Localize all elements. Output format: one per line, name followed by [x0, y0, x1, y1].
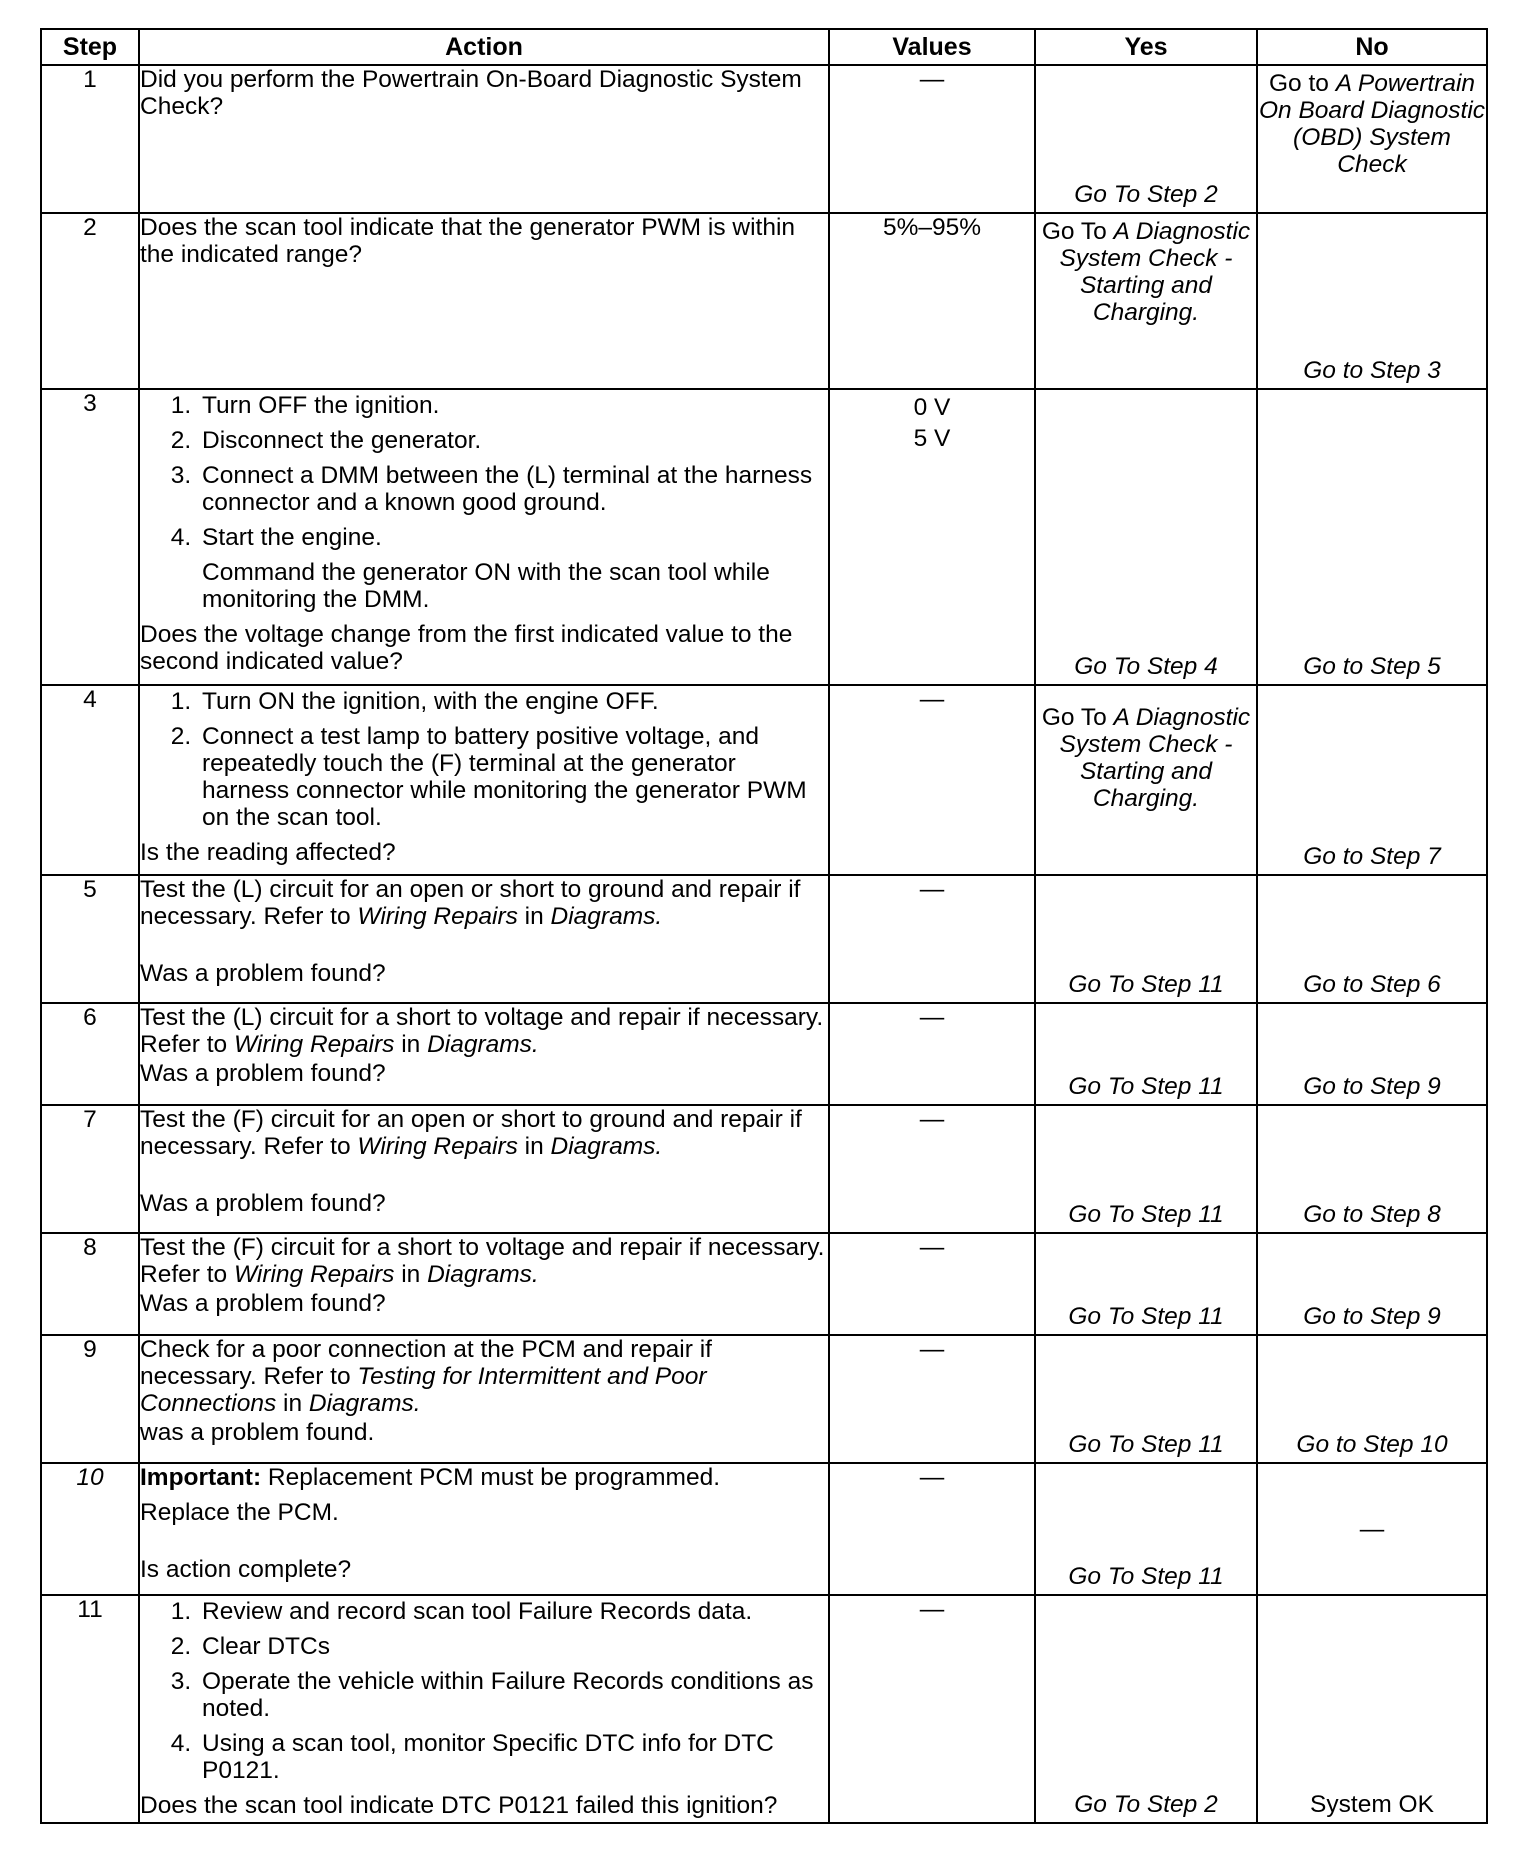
action-text: Test the (L) circuit for an open or short to ground and repair if necessary. Refer to Wiring Repairs in Diagrams.: [140, 876, 801, 930]
table-row: [41, 1463, 1487, 1595]
action-text: Check for a poor connection at the PCM and repair if necessary. Refer to Testing for Intermittent and Poor Connections in Diagrams.: [140, 1336, 712, 1417]
list-item: 1. Review and record scan tool Failure Records data.: [198, 1598, 828, 1625]
yes-link[interactable]: Go To Step 11: [1068, 1201, 1224, 1228]
yes-link[interactable]: Go To Step 2: [1074, 1791, 1218, 1818]
list-continuation: Command the generator ON with the scan tool while monitoring the DMM.: [202, 559, 770, 613]
yes-link[interactable]: Go To Step 11: [1068, 1431, 1224, 1458]
table-row: [41, 65, 1487, 213]
action-cell: [139, 1233, 829, 1335]
header-no: No: [1257, 29, 1487, 65]
list-item: 2. Clear DTCs: [198, 1633, 828, 1660]
value-cell: 5%–95%: [829, 213, 1035, 389]
important-label: Important:: [140, 1464, 262, 1491]
yes-cell: [1035, 1595, 1257, 1823]
yes-cell: [1035, 1463, 1257, 1595]
action-cell: [139, 389, 829, 685]
reference-link[interactable]: Diagrams.: [427, 1031, 539, 1058]
action-text: Test the (L) circuit for a short to voltage and repair if necessary. Refer to Wiring Repairs in Diagrams.: [140, 1004, 824, 1058]
yes-cell: [1035, 213, 1257, 389]
action-question: Does the voltage change from the first indicated value to the second indicated value?: [140, 621, 793, 675]
action-cell: [139, 65, 829, 213]
value-cell: [829, 389, 1035, 685]
table-row: [41, 1335, 1487, 1463]
yes-cell: [1035, 65, 1257, 213]
no-cell: [1257, 1233, 1487, 1335]
yes-cell: [1035, 1335, 1257, 1463]
action-question: Was a problem found?: [140, 1290, 386, 1317]
yes-cell: [1035, 1233, 1257, 1335]
important-note: Important: Replacement PCM must be programmed.: [140, 1464, 720, 1491]
value-cell: —: [829, 1105, 1035, 1233]
no-cell: [1257, 1105, 1487, 1233]
no-cell: [1257, 1335, 1487, 1463]
value-cell: —: [829, 685, 1035, 875]
value-cell: —: [829, 1335, 1035, 1463]
action-question: Was a problem found?: [140, 960, 386, 987]
table-row: [41, 1233, 1487, 1335]
step-number: 10: [41, 1463, 139, 1595]
value-cell: —: [829, 65, 1035, 213]
yes-link[interactable]: Go To Step 11: [1068, 1073, 1224, 1100]
no-link[interactable]: Go to Step 10: [1296, 1431, 1448, 1458]
action-list: [140, 688, 828, 831]
table-row: [41, 1595, 1487, 1823]
action-text: Test the (F) circuit for an open or short to ground and repair if necessary. Refer to Wiring Repairs in Diagrams.: [140, 1106, 802, 1160]
action-text: Does the scan tool indicate that the generator PWM is within the indicated range?: [140, 214, 796, 268]
step-number: 4: [41, 685, 139, 875]
yes-link[interactable]: Go To Step 4: [1074, 653, 1218, 680]
no-link[interactable]: Go to Step 8: [1303, 1201, 1441, 1228]
list-item: 3. Operate the vehicle within Failure Records conditions as noted.: [198, 1668, 828, 1722]
action-text: Did you perform the Powertrain On-Board Diagnostic System Check?: [140, 66, 802, 120]
action-cell: [139, 1595, 829, 1823]
no-cell: [1257, 213, 1487, 389]
value-cell: —: [829, 1463, 1035, 1595]
yes-cell: [1035, 875, 1257, 1003]
value-cell: —: [829, 1233, 1035, 1335]
step-number: 1: [41, 65, 139, 213]
list-item: 4. Using a scan tool, monitor Specific DTC info for DTC P0121.: [198, 1730, 828, 1784]
yes-cell: [1035, 389, 1257, 685]
no-cell: [1257, 685, 1487, 875]
no-link[interactable]: Go to Step 9: [1303, 1303, 1441, 1330]
table-row: [41, 685, 1487, 875]
value-second: 5 V: [913, 425, 951, 452]
step-number: 6: [41, 1003, 139, 1105]
list-item: 2. Disconnect the generator.: [198, 427, 828, 454]
yes-link[interactable]: Go To Step 11: [1068, 1303, 1224, 1330]
action-instruction: Replace the PCM.: [140, 1499, 339, 1526]
action-cell: [139, 875, 829, 1003]
list-item: 4. Start the engine.: [198, 524, 828, 551]
list-item: 3. Connect a DMM between the (L) terminal at the harness connector and a known good ground.: [198, 462, 828, 516]
no-cell: [1257, 1595, 1487, 1823]
reference-link[interactable]: Diagrams.: [550, 1133, 663, 1160]
step-number: 5: [41, 875, 139, 1003]
yes-cell: [1035, 1003, 1257, 1105]
no-cell: [1257, 875, 1487, 1003]
header-row: [41, 29, 1487, 65]
action-list: [140, 392, 828, 551]
table-row: [41, 389, 1487, 685]
reference-link[interactable]: Wiring Repairs: [233, 1261, 395, 1288]
header-yes: Yes: [1035, 29, 1257, 65]
action-cell: [139, 213, 829, 389]
yes-link[interactable]: Go To Step 2: [1074, 181, 1218, 208]
reference-link[interactable]: Diagrams.: [308, 1390, 421, 1417]
no-link[interactable]: Go to Step 7: [1303, 843, 1441, 870]
no-result: System OK: [1310, 1791, 1434, 1818]
diagnostic-table: [40, 28, 1488, 1824]
yes-prefix: Go To: [1041, 704, 1114, 731]
yes-cell: [1035, 1105, 1257, 1233]
list-item: 2. Connect a test lamp to battery positive voltage, and repeatedly touch the (F) terminal at the generator harness connector while monitoring the generator PWM on the scan tool.: [198, 723, 828, 831]
no-link[interactable]: Go to Step 3: [1303, 357, 1441, 384]
step-number: 8: [41, 1233, 139, 1335]
no-link[interactable]: Go to Step 9: [1303, 1073, 1441, 1100]
action-question: Was a problem found?: [140, 1190, 386, 1217]
no-cell: —: [1257, 1463, 1487, 1595]
yes-link[interactable]: A Diagnostic System Check - Starting and Charging.: [1059, 218, 1251, 326]
list-item: 1. Turn ON the ignition, with the engine OFF.: [198, 688, 828, 715]
step-number: 9: [41, 1335, 139, 1463]
step-number: 7: [41, 1105, 139, 1233]
no-cell: [1257, 1003, 1487, 1105]
value-cell: —: [829, 1595, 1035, 1823]
action-text: Test the (F) circuit for a short to voltage and repair if necessary. Refer to Wiring Repairs in Diagrams.: [140, 1234, 825, 1288]
no-link[interactable]: Go to Step 6: [1303, 971, 1441, 998]
yes-link[interactable]: Go To Step 11: [1068, 971, 1224, 998]
action-cell: [139, 685, 829, 875]
action-list: [140, 1598, 828, 1784]
no-prefix: Go to: [1268, 70, 1336, 97]
value-cell: —: [829, 1003, 1035, 1105]
action-question: Was a problem found?: [140, 1060, 386, 1087]
value-first: 0 V: [913, 394, 951, 421]
yes-link[interactable]: A Diagnostic System Check - Starting and Charging.: [1059, 704, 1251, 812]
reference-link[interactable]: Wiring Repairs: [233, 1031, 395, 1058]
table-row: [41, 1105, 1487, 1233]
action-question: Is action complete?: [140, 1556, 352, 1583]
table-row: [41, 1003, 1487, 1105]
action-question: was a problem found.: [140, 1419, 375, 1446]
action-cell: [139, 1003, 829, 1105]
yes-cell: [1035, 685, 1257, 875]
action-question: Is the reading affected?: [140, 839, 396, 866]
reference-link[interactable]: Wiring Repairs: [357, 903, 518, 930]
yes-prefix: Go To: [1041, 218, 1114, 245]
table-row: [41, 875, 1487, 1003]
no-link[interactable]: Go to Step 5: [1303, 653, 1441, 680]
action-cell: [139, 1463, 829, 1595]
reference-link[interactable]: Wiring Repairs: [357, 1133, 518, 1160]
value-cell: —: [829, 875, 1035, 1003]
reference-link[interactable]: Testing for Intermittent and Poor Connections: [140, 1363, 707, 1417]
header-action: Action: [139, 29, 829, 65]
no-cell: [1257, 65, 1487, 213]
action-question: Does the scan tool indicate DTC P0121 failed this ignition?: [140, 1792, 778, 1819]
header-values: Values: [829, 29, 1035, 65]
step-number: 3: [41, 389, 139, 685]
step-number: 2: [41, 213, 139, 389]
step-number: 11: [41, 1595, 139, 1823]
header-step: Step: [41, 29, 139, 65]
action-cell: [139, 1105, 829, 1233]
action-cell: [139, 1335, 829, 1463]
table-row: [41, 213, 1487, 389]
reference-link[interactable]: Diagrams.: [427, 1261, 539, 1288]
reference-link[interactable]: Diagrams.: [550, 903, 663, 930]
yes-link[interactable]: Go To Step 11: [1068, 1563, 1224, 1590]
list-item: 1. Turn OFF the ignition.: [198, 392, 828, 419]
no-cell: [1257, 389, 1487, 685]
no-link[interactable]: A Powertrain On Board Diagnostic (OBD) System Check: [1258, 70, 1486, 178]
